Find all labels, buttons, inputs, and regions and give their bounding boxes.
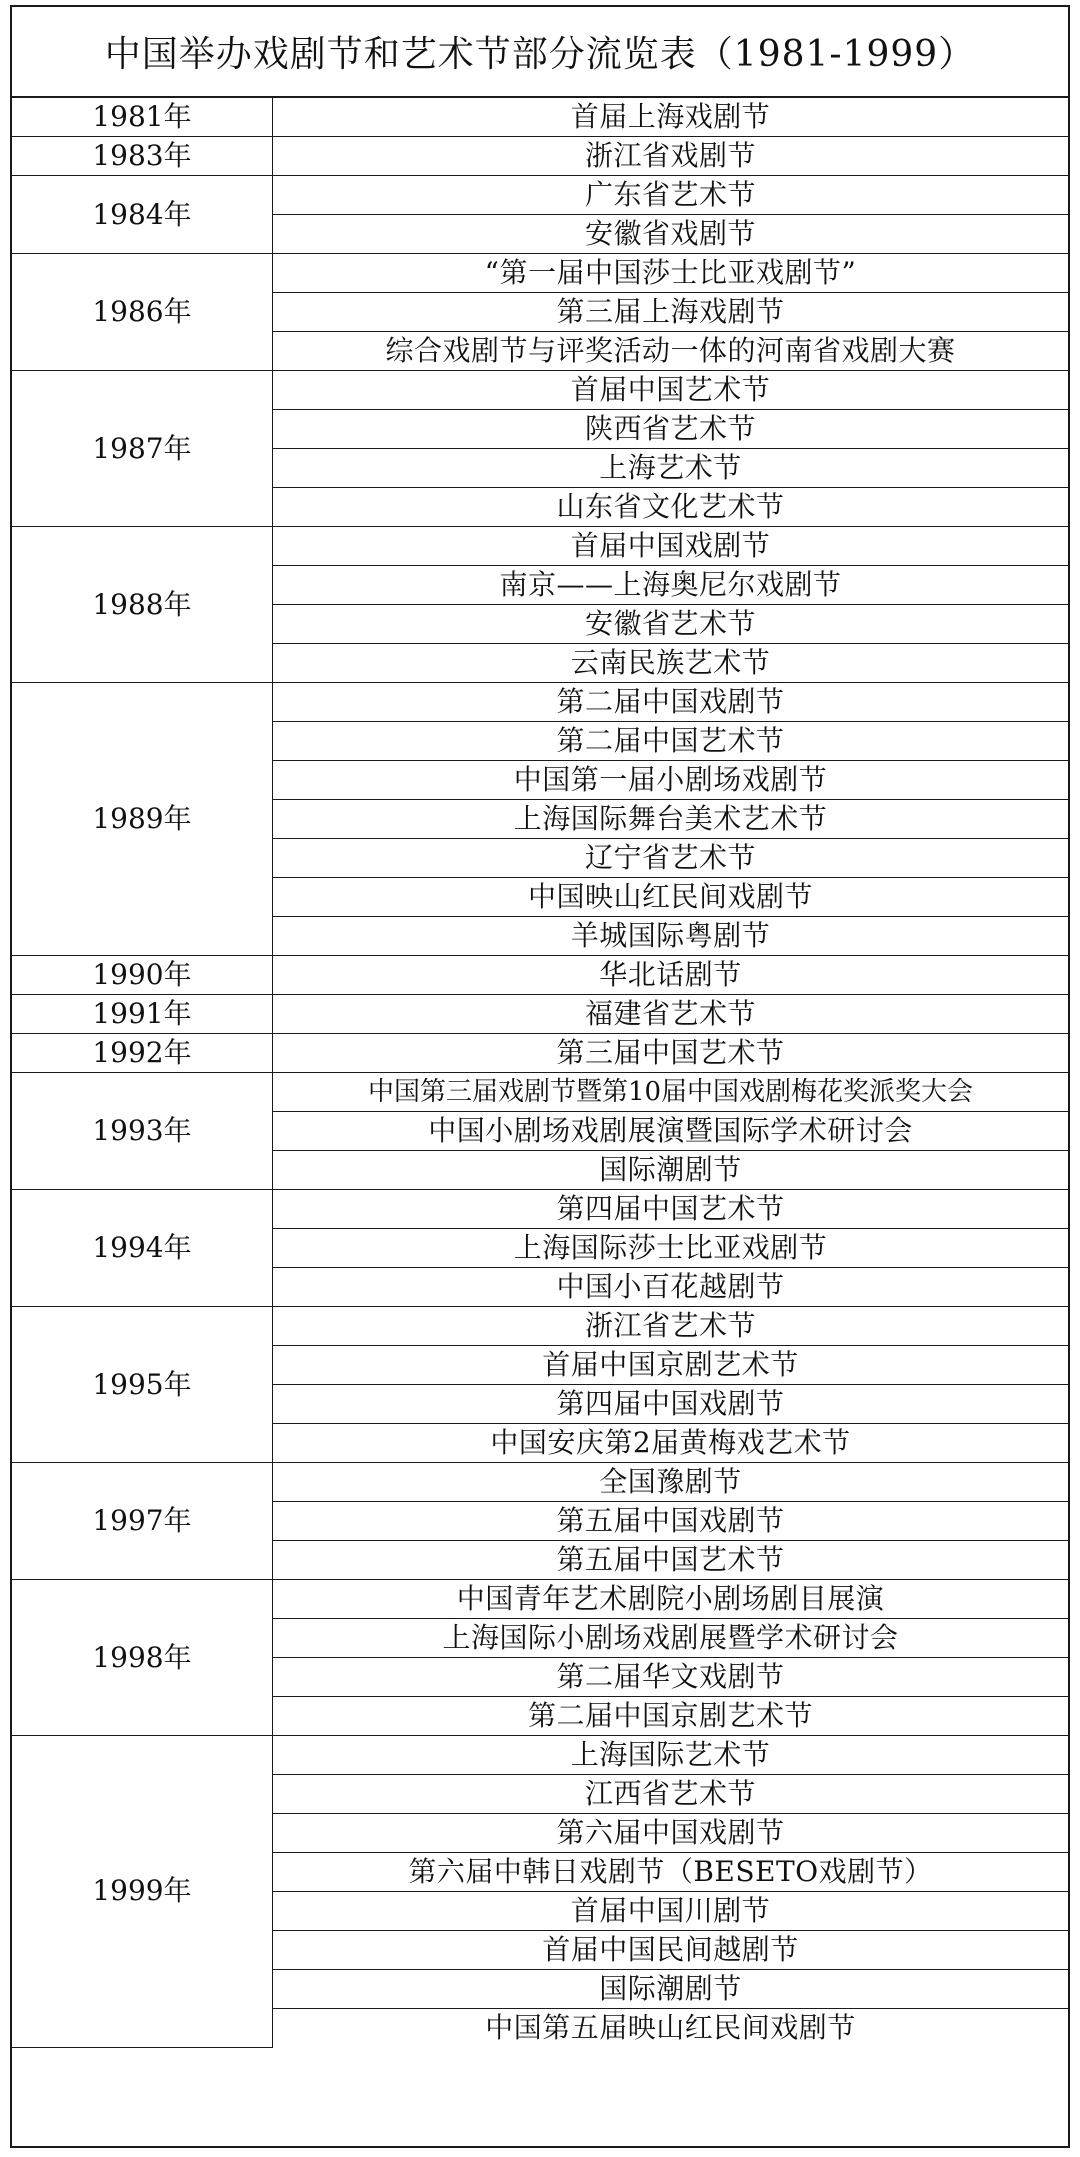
event-cell: 上海国际艺术节	[273, 1736, 1069, 1775]
event-cell: 第五届中国戏剧节	[273, 1502, 1069, 1541]
event-cell: 羊城国际粤剧节	[273, 917, 1069, 956]
event-cell: 浙江省艺术节	[273, 1307, 1069, 1346]
event-cell: 南京——上海奥尼尔戏剧节	[273, 566, 1069, 605]
event-cell: 上海国际莎士比亚戏剧节	[273, 1229, 1069, 1268]
year-cell: 1981年	[12, 98, 273, 137]
event-cell: 中国安庆第2届黄梅戏艺术节	[273, 1424, 1069, 1463]
event-cell: 山东省文化艺术节	[273, 488, 1069, 527]
event-cell: 华北话剧节	[273, 956, 1069, 995]
year-cell: 1993年	[12, 1073, 273, 1190]
event-cell: 福建省艺术节	[273, 995, 1069, 1034]
year-cell: 1987年	[12, 371, 273, 527]
event-cell: 全国豫剧节	[273, 1463, 1069, 1502]
year-cell: 1992年	[12, 1034, 273, 1073]
table-row	[12, 137, 1068, 176]
table-row	[12, 371, 1068, 410]
event-cell: 第六届中国戏剧节	[273, 1814, 1069, 1853]
event-cell: 第四届中国艺术节	[273, 1190, 1069, 1229]
festival-table	[12, 98, 1068, 2048]
event-cell: 国际潮剧节	[273, 1151, 1069, 1190]
event-cell: 第三届中国艺术节	[273, 1034, 1069, 1073]
year-cell: 1997年	[12, 1463, 273, 1580]
year-cell: 1983年	[12, 137, 273, 176]
year-cell: 1990年	[12, 956, 273, 995]
event-cell: 第四届中国戏剧节	[273, 1385, 1069, 1424]
event-cell: 首届中国川剧节	[273, 1892, 1069, 1931]
event-cell: 第二届华文戏剧节	[273, 1658, 1069, 1697]
table-row	[12, 527, 1068, 566]
table-row	[12, 1736, 1068, 1775]
table-row	[12, 176, 1068, 215]
table-body	[12, 98, 1068, 2047]
table-row	[12, 1580, 1068, 1619]
event-cell: 首届中国民间越剧节	[273, 1931, 1069, 1970]
year-cell: 1988年	[12, 527, 273, 683]
event-cell: 第二届中国艺术节	[273, 722, 1069, 761]
table-row	[12, 956, 1068, 995]
table-row	[12, 98, 1068, 137]
event-cell: 第三届上海戏剧节	[273, 293, 1069, 332]
event-cell: 第二届中国京剧艺术节	[273, 1697, 1069, 1736]
year-cell: 1994年	[12, 1190, 273, 1307]
table-row	[12, 1073, 1068, 1112]
table-title: 中国举办戏剧节和艺术节部分流览表（1981-1999）	[12, 7, 1068, 98]
event-cell: 首届上海戏剧节	[273, 98, 1069, 137]
event-cell: 江西省艺术节	[273, 1775, 1069, 1814]
table-row	[12, 1463, 1068, 1502]
year-cell: 1999年	[12, 1736, 273, 2048]
event-cell: 安徽省艺术节	[273, 605, 1069, 644]
event-cell: 第六届中韩日戏剧节（BESETO戏剧节）	[273, 1853, 1069, 1892]
event-cell: 国际潮剧节	[273, 1970, 1069, 2009]
event-cell: 安徽省戏剧节	[273, 215, 1069, 254]
event-cell: 中国青年艺术剧院小剧场剧目展演	[273, 1580, 1069, 1619]
event-cell: 陕西省艺术节	[273, 410, 1069, 449]
year-cell: 1995年	[12, 1307, 273, 1463]
event-cell: 中国第五届映山红民间戏剧节	[273, 2009, 1069, 2048]
table-row	[12, 1307, 1068, 1346]
year-cell: 1991年	[12, 995, 273, 1034]
event-cell: 浙江省戏剧节	[273, 137, 1069, 176]
year-cell: 1984年	[12, 176, 273, 254]
event-cell: 广东省艺术节	[273, 176, 1069, 215]
event-cell: 中国第三届戏剧节暨第10届中国戏剧梅花奖派奖大会	[273, 1073, 1069, 1112]
event-cell: 中国小剧场戏剧展演暨国际学术研讨会	[273, 1112, 1069, 1151]
event-cell: 首届中国戏剧节	[273, 527, 1069, 566]
event-cell: 上海艺术节	[273, 449, 1069, 488]
year-cell: 1989年	[12, 683, 273, 956]
event-cell: 云南民族艺术节	[273, 644, 1069, 683]
event-cell: 综合戏剧节与评奖活动一体的河南省戏剧大赛	[273, 332, 1069, 371]
event-cell: 首届中国京剧艺术节	[273, 1346, 1069, 1385]
table-row	[12, 1034, 1068, 1073]
table-row	[12, 683, 1068, 722]
year-cell: 1998年	[12, 1580, 273, 1736]
event-cell: 上海国际小剧场戏剧展暨学术研讨会	[273, 1619, 1069, 1658]
event-cell: 中国映山红民间戏剧节	[273, 878, 1069, 917]
event-cell: 第五届中国艺术节	[273, 1541, 1069, 1580]
table-row	[12, 995, 1068, 1034]
event-cell: 第二届中国戏剧节	[273, 683, 1069, 722]
event-cell: “第一届中国莎士比亚戏剧节”	[273, 254, 1069, 293]
event-cell: 首届中国艺术节	[273, 371, 1069, 410]
event-cell: 中国小百花越剧节	[273, 1268, 1069, 1307]
event-cell: 中国第一届小剧场戏剧节	[273, 761, 1069, 800]
event-cell: 辽宁省艺术节	[273, 839, 1069, 878]
table-row	[12, 254, 1068, 293]
document-page	[10, 5, 1070, 2148]
event-cell: 上海国际舞台美术艺术节	[273, 800, 1069, 839]
year-cell: 1986年	[12, 254, 273, 371]
table-row	[12, 1190, 1068, 1229]
